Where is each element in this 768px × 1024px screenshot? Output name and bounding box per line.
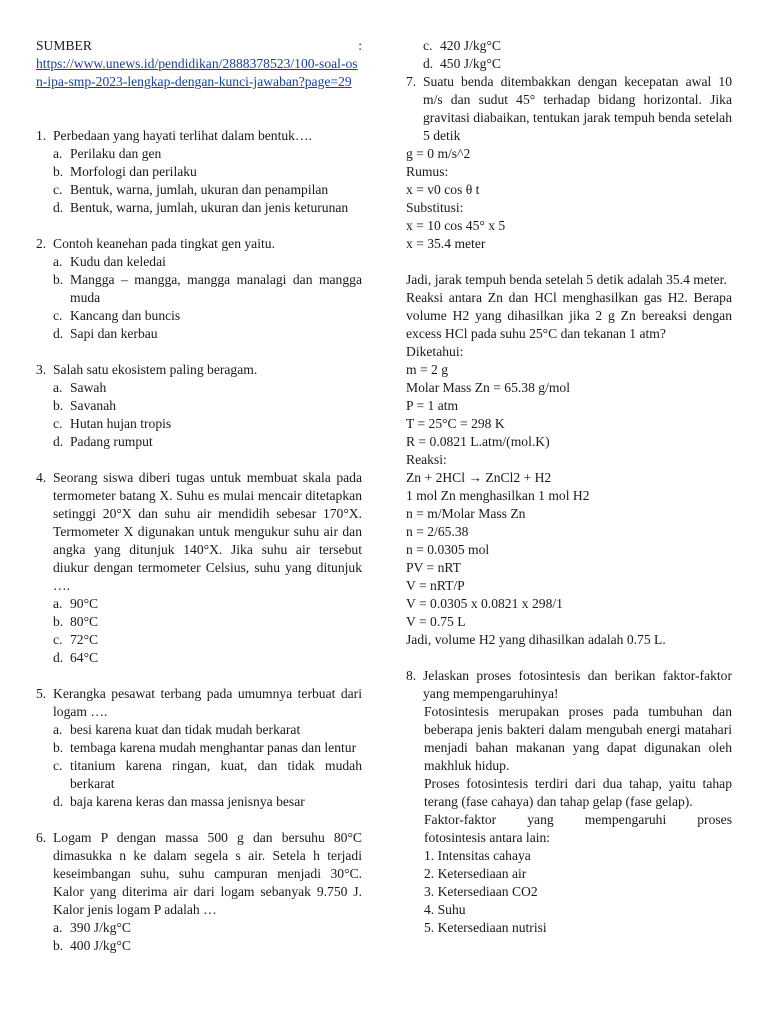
q8-factors-list — [406, 847, 732, 937]
option-letter: c. — [53, 308, 63, 323]
zn-solution — [406, 343, 732, 649]
q8-paragraph-1: Fotosintesis merupakan proses pada tumbuhan dan beberapa jenis bakteri dalam mengubah energi matahari menjadi bahan makanan yang dapat digunakan oleh makhluk hidup. — [424, 704, 732, 773]
solution-line: Reaksi: — [406, 452, 447, 467]
option-text: Bentuk, warna, jumlah, ukuran dan jenis keturunan — [70, 200, 349, 215]
source-colon: : — [358, 38, 362, 53]
option — [36, 379, 362, 397]
q6-continued-options — [406, 37, 732, 73]
option-letter: d. — [53, 326, 64, 341]
solution-line: n = 0.0305 mol — [406, 542, 490, 557]
option — [36, 325, 362, 343]
source-heading — [36, 37, 362, 55]
option-text: Mangga – mangga, mangga manalagi dan mangga muda — [70, 272, 362, 305]
option — [36, 595, 362, 613]
option — [406, 37, 732, 55]
option-letter: a. — [53, 722, 63, 737]
source-link[interactable]: https://www.unews.id/pendidikan/2888378523/100-soal-osn-ipa-smp-2023-lengkap-dengan-kunci-jawaban?page=29 — [36, 56, 358, 89]
question-text: Seorang siswa diberi tugas untuk membuat skala pada termometer batang X. Suhu es mulai mencair ditetapkan setinggi 20°X dan suhu air mendidih sebesar 170°X. Termometer X digunakan untuk mengukur suhu air dan angka yang ditunjuk 140°X. Jika suhu air tersebut diukur dengan termometer Celsius, suhu yang ditunjuk …. — [53, 470, 362, 593]
question-number: 7. — [406, 74, 417, 89]
option-text: 420 J/kg°C — [440, 38, 501, 53]
question-4 — [36, 469, 362, 667]
option-list — [36, 595, 362, 667]
q8-paragraph-2: Proses fotosintesis terdiri dari dua tahap, yaitu tahap terang (fase cahaya) dan tahap gelap (fase gelap). — [424, 776, 732, 809]
option — [36, 307, 362, 325]
option-letter: a. — [53, 596, 63, 611]
factor-item: 4. Suhu — [424, 902, 466, 917]
question-text: Salah satu ekosistem paling beragam. — [53, 362, 258, 377]
option — [36, 937, 362, 955]
option-letter: d. — [53, 434, 64, 449]
answer-line: g = 0 m/s^2 — [406, 146, 471, 161]
option-text: 390 J/kg°C — [70, 920, 131, 935]
factor-item: 5. Ketersediaan nutrisi — [424, 920, 547, 935]
question-6 — [36, 829, 362, 955]
question-8 — [406, 667, 732, 703]
solution-line: V = nRT/P — [406, 578, 465, 593]
spacer — [36, 217, 362, 235]
option-letter: c. — [53, 758, 63, 773]
q7-answer — [406, 145, 732, 253]
spacer — [36, 667, 362, 685]
factor-item: 1. Intensitas cahaya — [424, 848, 531, 863]
option-list — [36, 919, 362, 955]
option-letter: d. — [53, 794, 64, 809]
option — [36, 721, 362, 739]
factor-item: 3. Ketersediaan CO2 — [424, 884, 538, 899]
source-label: SUMBER — [36, 38, 92, 53]
option — [36, 793, 362, 811]
option — [36, 397, 362, 415]
option-text: Morfologi dan perilaku — [70, 164, 197, 179]
option — [36, 649, 362, 667]
option-text: Sapi dan kerbau — [70, 326, 158, 341]
right-column — [406, 37, 732, 937]
option-letter: b. — [53, 164, 64, 179]
solution-line: m = 2 g — [406, 362, 449, 377]
option-text: Kudu dan keledai — [70, 254, 166, 269]
question-3 — [36, 361, 362, 451]
solution-line: R = 0.0821 L.atm/(mol.K) — [406, 434, 550, 449]
option-text: 450 J/kg°C — [440, 56, 501, 71]
option-letter: b. — [53, 398, 64, 413]
solution-line: P = 1 atm — [406, 398, 459, 413]
option-text: Perilaku dan gen — [70, 146, 162, 161]
question-number: 1. — [36, 128, 47, 143]
option-letter: b. — [53, 740, 64, 755]
question-text: Logam P dengan massa 500 g dan bersuhu 80°C dimasukka n ke dalam segela s air. Setela h terjadi keseimbangan suhu, suhu campuran menjadi 30°C. Kalor yang diterima air dari logam sebanyak 9.750 J. Kalor jenis logam P adalah … — [53, 830, 362, 917]
answer-line: Substitusi: — [406, 200, 464, 215]
intro-word: Faktor-faktor — [424, 812, 497, 827]
option-letter: c. — [53, 632, 63, 647]
option-text: besi karena kuat dan tidak mudah berkarat — [70, 722, 301, 737]
option-text: 72°C — [70, 632, 99, 647]
question-text: Jelaskan proses fotosintesis dan berikan faktor-faktor yang mempengaruhinya! — [423, 668, 732, 701]
question-number: 6. — [36, 830, 47, 845]
option-text: Hutan hujan tropis — [70, 416, 172, 431]
question-number: 3. — [36, 362, 47, 377]
question-text: Suatu benda ditembakkan dengan kecepatan awal 10 m/s dan sudut 45° terhadap bidang horizontal. Jika gravitasi diabaikan, tentukan jarak tempuh benda setelah 5 detik — [423, 74, 732, 143]
option-text: 400 J/kg°C — [70, 938, 131, 953]
question-number: 4. — [36, 470, 47, 485]
solution-line: Diketahui: — [406, 344, 464, 359]
option — [36, 757, 362, 793]
solution-line: PV = nRT — [406, 560, 461, 575]
option-letter: b. — [53, 272, 64, 287]
question-5 — [36, 685, 362, 811]
question-1 — [36, 127, 362, 217]
solution-line: Zn + 2HCl → ZnCl2 + H2 — [406, 470, 552, 485]
option-text: tembaga karena mudah menghantar panas dan lentur — [70, 740, 357, 755]
option-text: baja karena keras dan massa jenisnya besar — [70, 794, 305, 809]
option — [36, 919, 362, 937]
q7-conclusion: Jadi, jarak tempuh benda setelah 5 detik adalah 35.4 meter. — [406, 272, 727, 287]
solution-line: n = m/Molar Mass Zn — [406, 506, 526, 521]
question-7 — [406, 73, 732, 145]
option-letter: d. — [53, 650, 64, 665]
spacer — [406, 253, 732, 271]
option — [36, 163, 362, 181]
answer-line: x = 35.4 meter — [406, 236, 486, 251]
question-text: Perbedaan yang hayati terlihat dalam bentuk…. — [53, 128, 312, 143]
spacer — [36, 811, 362, 829]
option-letter: a. — [53, 380, 63, 395]
option-list — [36, 145, 362, 217]
question-text: Kerangka pesawat terbang pada umumnya terbuat dari logam …. — [53, 686, 362, 719]
question-number: 8. — [406, 668, 417, 683]
option-text: 80°C — [70, 614, 99, 629]
spacer — [406, 649, 732, 667]
answer-line: x = 10 cos 45° x 5 — [406, 218, 506, 233]
option-letter: a. — [53, 254, 63, 269]
q8-factors-intro-tail: fotosintesis antara lain: — [424, 830, 551, 845]
option-text: Padang rumput — [70, 434, 153, 449]
option-letter: a. — [53, 920, 63, 935]
option-letter: c. — [53, 182, 63, 197]
question-stem — [36, 685, 362, 721]
answer-line: x = v0 cos θ t — [406, 182, 480, 197]
question-list — [36, 127, 362, 955]
solution-line: V = 0.75 L — [406, 614, 466, 629]
option-list — [36, 253, 362, 343]
intro-word: proses — [697, 812, 732, 827]
solution-line: Molar Mass Zn = 65.38 g/mol — [406, 380, 570, 395]
question-stem — [36, 361, 362, 379]
option — [36, 433, 362, 451]
option — [36, 181, 362, 199]
option-list — [36, 379, 362, 451]
option-letter: b. — [53, 938, 64, 953]
intro-word: mempengaruhi — [584, 812, 667, 827]
solution-line: Jadi, volume H2 yang dihasilkan adalah 0.75 L. — [406, 632, 666, 647]
option-letter: d. — [423, 56, 434, 71]
option-list — [36, 721, 362, 811]
option-letter: a. — [53, 146, 63, 161]
question-number: 5. — [36, 686, 47, 701]
option-text: 64°C — [70, 650, 99, 665]
option — [36, 199, 362, 217]
option — [406, 55, 732, 73]
option-letter: c. — [53, 416, 63, 431]
question-2 — [36, 235, 362, 343]
option-text: Kancang dan buncis — [70, 308, 181, 323]
solution-line: T = 25°C = 298 K — [406, 416, 505, 431]
left-column — [36, 37, 362, 955]
q8-factors-intro — [406, 811, 732, 829]
question-stem — [36, 127, 362, 145]
option-text: Savanah — [70, 398, 117, 413]
option — [36, 271, 362, 307]
spacer — [36, 109, 362, 127]
option-text: titanium karena ringan, kuat, dan tidak mudah berkarat — [70, 758, 362, 791]
zn-problem: Reaksi antara Zn dan HCl menghasilkan gas H2. Berapa volume H2 yang dihasilkan jika 2 g Zn bereaksi dengan excess HCl pada suhu 25°C dan tekanan 1 atm? — [406, 290, 732, 341]
question-stem — [36, 829, 362, 919]
option — [36, 253, 362, 271]
factor-item: 2. Ketersediaan air — [424, 866, 527, 881]
option — [36, 739, 362, 757]
option — [36, 631, 362, 649]
option-letter: d. — [53, 200, 64, 215]
option — [36, 613, 362, 631]
option — [36, 415, 362, 433]
question-number: 2. — [36, 236, 47, 251]
question-stem — [36, 235, 362, 253]
option-letter: c. — [423, 38, 433, 53]
solution-line: V = 0.0305 x 0.0821 x 298/1 — [406, 596, 563, 611]
spacer — [36, 343, 362, 361]
option-letter: b. — [53, 614, 64, 629]
solution-line: 1 mol Zn menghasilkan 1 mol H2 — [406, 488, 590, 503]
solution-line: n = 2/65.38 — [406, 524, 469, 539]
question-text: Contoh keanehan pada tingkat gen yaitu. — [53, 236, 275, 251]
intro-word: yang — [527, 812, 554, 827]
option-text: 90°C — [70, 596, 99, 611]
option-text: Bentuk, warna, jumlah, ukuran dan penampilan — [70, 182, 329, 197]
option — [36, 145, 362, 163]
spacer — [36, 91, 362, 109]
question-stem — [36, 469, 362, 595]
spacer — [36, 451, 362, 469]
answer-line: Rumus: — [406, 164, 449, 179]
option-text: Sawah — [70, 380, 107, 395]
